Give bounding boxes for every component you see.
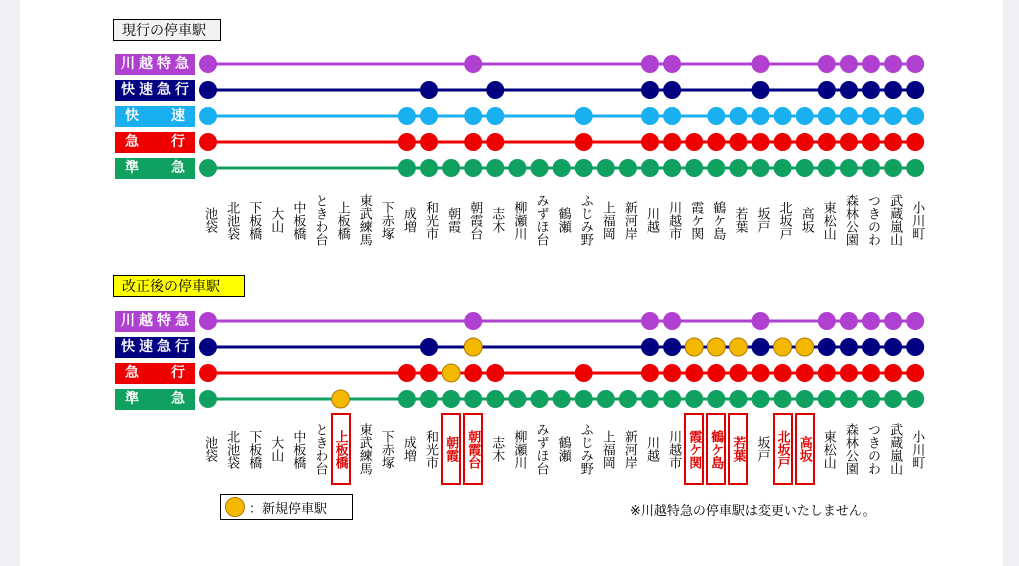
current-stop-rapid-32	[906, 107, 924, 125]
current-stop-rapid_exp-31	[884, 81, 902, 99]
service-label-char: 急	[175, 313, 189, 329]
revised-stop-rapid_exp-28	[818, 338, 836, 356]
revised-stop-kawagoe_ltd-0	[199, 312, 217, 330]
service-label-char: 急	[125, 134, 139, 150]
service-label-char: 速	[171, 108, 185, 124]
service-label-char: 急	[171, 160, 185, 176]
current-stop-rapid-30	[862, 107, 880, 125]
current-stop-express-24	[729, 133, 747, 151]
current-station-11: 朝霞	[445, 207, 461, 233]
current-label-semi_exp	[115, 158, 195, 179]
revised-label-rapid_exp	[115, 337, 195, 358]
revised-stop-kawagoe_ltd-30	[862, 312, 880, 330]
revised-station-15: みずほ台	[533, 423, 549, 475]
revised-station-5: ときわ台	[312, 423, 328, 475]
current-stop-rapid_exp-29	[840, 81, 858, 99]
service-label-char: 行	[175, 339, 189, 355]
revised-stop-rapid_exp-32	[906, 338, 924, 356]
current-stop-rapid_exp-21	[663, 81, 681, 99]
service-label-char: 川	[121, 56, 135, 72]
revised-station-0: 池袋	[202, 436, 217, 462]
revised-stop-semi_exp-10	[420, 390, 438, 408]
revised-stop-semi_exp-15	[531, 390, 549, 408]
current-stop-rapid-20	[641, 107, 659, 125]
current-stop-rapid_exp-25	[752, 81, 770, 99]
current-stop-kawagoe_ltd-20	[641, 55, 659, 73]
current-stop-rapid-25	[752, 107, 770, 125]
current-stop-rapid_exp-20	[641, 81, 659, 99]
revised-station-19: 新河岸	[621, 429, 637, 469]
current-station-15: みずほ台	[533, 194, 549, 246]
current-station-1: 北池袋	[224, 200, 240, 240]
current-station-21: 川越市	[666, 200, 682, 240]
revised-stop-rapid_exp-22	[685, 338, 703, 356]
revised-stop-rapid_exp-31	[884, 338, 902, 356]
service-label-char: 急	[175, 56, 189, 72]
current-stop-semi_exp-15	[531, 159, 549, 177]
revised-stop-express-12	[464, 364, 482, 382]
current-stop-express-12	[464, 133, 482, 151]
current-label-rapid	[115, 106, 195, 127]
current-stop-express-21	[663, 133, 681, 151]
current-stop-semi_exp-27	[796, 159, 814, 177]
current-station-3: 大山	[268, 207, 284, 233]
revised-station-7: 東武練馬	[356, 423, 372, 475]
revised-stop-kawagoe_ltd-25	[752, 312, 770, 330]
revised-station-29: 森林公園	[842, 423, 858, 475]
revised-stop-express-22	[685, 364, 703, 382]
revised-stop-rapid_exp-0	[199, 338, 217, 356]
service-label-char: 行	[171, 134, 185, 150]
revised-station-1: 北池袋	[224, 429, 240, 469]
current-stops-label: 現行の停車駅	[113, 19, 221, 41]
current-station-7: 東武練馬	[356, 194, 372, 246]
revised-stop-rapid_exp-25	[752, 338, 770, 356]
revised-stop-kawagoe_ltd-21	[663, 312, 681, 330]
current-station-26: 北坂戸	[776, 200, 792, 240]
current-stop-express-17	[575, 133, 593, 151]
revised-station-8: 下赤塚	[378, 429, 394, 469]
current-stop-kawagoe_ltd-32	[906, 55, 924, 73]
current-station-29: 森林公園	[842, 194, 858, 246]
revised-stop-semi_exp-18	[597, 390, 615, 408]
revised-stop-rapid_exp-20	[641, 338, 659, 356]
current-stop-express-0	[199, 133, 217, 151]
revised-station-17: ふじみ野	[577, 423, 593, 475]
revised-station-23: 鶴ケ島	[706, 413, 726, 485]
revised-label-kawagoe_ltd	[115, 311, 195, 332]
revised-stop-semi_exp-24	[729, 390, 747, 408]
revised-station-2: 下板橋	[246, 429, 262, 469]
revised-stop-semi_exp-11	[442, 390, 460, 408]
current-stop-rapid-13	[486, 107, 504, 125]
current-station-12: 朝霞台	[467, 200, 483, 240]
service-label-char: 急	[157, 339, 171, 355]
current-stop-semi_exp-31	[884, 159, 902, 177]
current-stop-semi_exp-14	[508, 159, 526, 177]
current-stop-kawagoe_ltd-0	[199, 55, 217, 73]
current-stop-rapid_exp-32	[906, 81, 924, 99]
current-stop-semi_exp-30	[862, 159, 880, 177]
revised-stop-express-10	[420, 364, 438, 382]
revised-station-14: 柳瀬川	[511, 429, 527, 469]
current-station-2: 下板橋	[246, 200, 262, 240]
current-stop-kawagoe_ltd-29	[840, 55, 858, 73]
revised-stop-express-23	[707, 364, 725, 382]
revised-stop-rapid_exp-27	[796, 338, 814, 356]
current-station-24: 若葉	[732, 207, 748, 233]
current-stop-express-32	[906, 133, 924, 151]
current-station-20: 川越	[644, 207, 659, 233]
current-station-17: ふじみ野	[577, 194, 593, 246]
revised-stop-express-0	[199, 364, 217, 382]
current-station-14: 柳瀬川	[511, 200, 527, 240]
current-label-rapid_exp	[115, 80, 195, 101]
revised-stop-rapid_exp-23	[707, 338, 725, 356]
current-stop-rapid_exp-28	[818, 81, 836, 99]
current-station-16: 鶴瀬	[555, 207, 571, 233]
revised-stop-semi_exp-31	[884, 390, 902, 408]
revised-station-28: 東松山	[820, 429, 836, 469]
revised-stop-semi_exp-21	[663, 390, 681, 408]
revised-stop-semi_exp-17	[575, 390, 593, 408]
current-station-4: 中板橋	[290, 200, 306, 240]
current-stop-semi_exp-22	[685, 159, 703, 177]
current-stop-semi_exp-23	[707, 159, 725, 177]
current-station-32: 小川町	[909, 200, 925, 240]
current-station-25: 坂戸	[754, 207, 770, 233]
current-stop-rapid_exp-0	[199, 81, 217, 99]
current-stop-kawagoe_ltd-30	[862, 55, 880, 73]
current-stop-rapid-23	[707, 107, 725, 125]
service-label-char: 特	[157, 56, 171, 72]
revised-stop-kawagoe_ltd-28	[818, 312, 836, 330]
new-stop-dot-icon	[225, 497, 245, 517]
revised-station-20: 川越	[644, 436, 659, 462]
revised-station-4: 中板橋	[290, 429, 306, 469]
service-label-char: 速	[139, 339, 153, 355]
current-label-kawagoe_ltd	[115, 54, 195, 75]
revised-stop-express-31	[884, 364, 902, 382]
current-stop-semi_exp-17	[575, 159, 593, 177]
current-stop-rapid-0	[199, 107, 217, 125]
current-stop-semi_exp-11	[442, 159, 460, 177]
current-stop-rapid-12	[464, 107, 482, 125]
revised-stop-rapid_exp-21	[663, 338, 681, 356]
revised-stop-rapid_exp-29	[840, 338, 858, 356]
current-stop-semi_exp-25	[752, 159, 770, 177]
service-label-char: 急	[171, 391, 185, 407]
current-stop-semi_exp-16	[553, 159, 571, 177]
revised-stop-express-26	[774, 364, 792, 382]
service-label-char: 準	[125, 391, 139, 407]
current-stop-rapid-26	[774, 107, 792, 125]
revised-stop-semi_exp-25	[752, 390, 770, 408]
current-stop-express-10	[420, 133, 438, 151]
revised-stop-express-30	[862, 364, 880, 382]
revised-stop-semi_exp-9	[398, 390, 416, 408]
revised-station-18: 上福岡	[599, 429, 615, 469]
revised-stop-kawagoe_ltd-29	[840, 312, 858, 330]
service-label-char: 準	[125, 160, 139, 176]
revised-stops-label: 改正後の停車駅	[113, 275, 245, 297]
current-stop-express-13	[486, 133, 504, 151]
current-stop-kawagoe_ltd-31	[884, 55, 902, 73]
revised-stop-semi_exp-12	[464, 390, 482, 408]
current-station-9: 成増	[400, 207, 416, 233]
service-label-char: 快	[121, 82, 135, 98]
current-stop-express-25	[752, 133, 770, 151]
current-station-10: 和光市	[423, 200, 438, 240]
current-stop-rapid_exp-10	[420, 81, 438, 99]
current-stop-rapid-29	[840, 107, 858, 125]
current-stop-express-22	[685, 133, 703, 151]
revised-station-30: つきのわ	[865, 423, 880, 475]
revised-stop-express-25	[752, 364, 770, 382]
revised-stop-semi_exp-32	[906, 390, 924, 408]
current-stop-rapid-31	[884, 107, 902, 125]
current-stop-semi_exp-0	[199, 159, 217, 177]
current-stop-semi_exp-32	[906, 159, 924, 177]
legend-label: ：新規停車駅	[249, 501, 328, 517]
revised-stop-semi_exp-22	[685, 390, 703, 408]
revised-stop-express-20	[641, 364, 659, 382]
service-label-char: 速	[139, 82, 153, 98]
revised-stop-rapid_exp-12	[464, 338, 482, 356]
current-stop-rapid-27	[796, 107, 814, 125]
revised-stop-semi_exp-23	[707, 390, 725, 408]
footnote: ※川越特急の停車駅は変更いたしません。	[630, 504, 876, 519]
revised-stop-kawagoe_ltd-32	[906, 312, 924, 330]
current-stop-semi_exp-21	[663, 159, 681, 177]
revised-stop-express-27	[796, 364, 814, 382]
service-label-char: 快	[125, 108, 139, 124]
revised-stop-semi_exp-28	[818, 390, 836, 408]
revised-stop-express-21	[663, 364, 681, 382]
current-stop-kawagoe_ltd-28	[818, 55, 836, 73]
current-stop-semi_exp-29	[840, 159, 858, 177]
current-stop-rapid-21	[663, 107, 681, 125]
current-stop-express-20	[641, 133, 659, 151]
service-label-char: 急	[125, 365, 139, 381]
revised-stop-express-17	[575, 364, 593, 382]
revised-stop-rapid_exp-10	[420, 338, 438, 356]
current-stop-express-26	[774, 133, 792, 151]
service-label-char: 急	[157, 82, 171, 98]
revised-station-9: 成増	[400, 436, 416, 462]
current-stop-rapid_exp-30	[862, 81, 880, 99]
current-station-8: 下赤塚	[378, 200, 394, 240]
current-stop-semi_exp-18	[597, 159, 615, 177]
revised-station-25: 坂戸	[754, 436, 770, 462]
revised-stop-express-28	[818, 364, 836, 382]
revised-station-21: 川越市	[666, 429, 682, 469]
current-station-28: 東松山	[820, 200, 836, 240]
revised-stop-express-9	[398, 364, 416, 382]
revised-station-26: 北坂戸	[773, 413, 793, 485]
revised-stop-rapid_exp-24	[729, 338, 747, 356]
current-station-18: 上福岡	[599, 200, 615, 240]
revised-stop-kawagoe_ltd-31	[884, 312, 902, 330]
service-label-char: 快	[121, 339, 135, 355]
current-stop-express-9	[398, 133, 416, 151]
revised-stop-semi_exp-30	[862, 390, 880, 408]
current-stop-semi_exp-9	[398, 159, 416, 177]
revised-station-10: 和光市	[423, 429, 438, 469]
revised-stop-express-29	[840, 364, 858, 382]
revised-stop-semi_exp-19	[619, 390, 637, 408]
current-label-express	[115, 132, 195, 153]
current-stop-rapid-17	[575, 107, 593, 125]
current-stop-semi_exp-13	[486, 159, 504, 177]
current-station-23: 鶴ケ島	[710, 200, 726, 240]
revised-station-6: 上板橋	[331, 413, 351, 485]
service-label-char: 越	[139, 56, 153, 72]
service-label-char: 特	[157, 313, 171, 329]
current-stop-rapid_exp-13	[486, 81, 504, 99]
current-stop-express-28	[818, 133, 836, 151]
current-stop-kawagoe_ltd-25	[752, 55, 770, 73]
current-stop-express-29	[840, 133, 858, 151]
current-stop-express-30	[862, 133, 880, 151]
service-label-char: 越	[139, 313, 153, 329]
revised-stop-semi_exp-16	[553, 390, 571, 408]
revised-stop-rapid_exp-26	[774, 338, 792, 356]
revised-station-16: 鶴瀬	[555, 436, 571, 462]
current-stop-semi_exp-28	[818, 159, 836, 177]
current-station-31: 武蔵嵐山	[887, 194, 903, 246]
current-stop-semi_exp-19	[619, 159, 637, 177]
revised-station-24: 若葉	[728, 413, 748, 485]
timetable-page	[20, 0, 1003, 566]
revised-label-semi_exp	[115, 389, 195, 410]
revised-label-express	[115, 363, 195, 384]
current-station-27: 高坂	[798, 207, 814, 233]
current-stop-semi_exp-20	[641, 159, 659, 177]
current-stop-kawagoe_ltd-12	[464, 55, 482, 73]
current-stop-express-31	[884, 133, 902, 151]
revised-stop-semi_exp-0	[199, 390, 217, 408]
revised-stop-express-32	[906, 364, 924, 382]
revised-stop-semi_exp-14	[508, 390, 526, 408]
current-stop-rapid-10	[420, 107, 438, 125]
current-station-0: 池袋	[202, 207, 217, 233]
revised-station-13: 志木	[489, 436, 505, 462]
revised-stop-rapid_exp-30	[862, 338, 880, 356]
current-station-30: つきのわ	[865, 194, 880, 246]
revised-stop-semi_exp-6	[332, 390, 350, 408]
revised-station-22: 霞ケ関	[684, 413, 704, 485]
current-stop-rapid-9	[398, 107, 416, 125]
current-stop-semi_exp-12	[464, 159, 482, 177]
current-stop-semi_exp-26	[774, 159, 792, 177]
revised-station-3: 大山	[268, 436, 284, 462]
current-station-13: 志木	[489, 207, 505, 233]
revised-stop-semi_exp-20	[641, 390, 659, 408]
legend	[220, 494, 353, 520]
revised-station-11: 朝霞	[441, 413, 461, 485]
current-stop-semi_exp-24	[729, 159, 747, 177]
current-stop-rapid-24	[729, 107, 747, 125]
current-stop-rapid-28	[818, 107, 836, 125]
service-label-char: 行	[171, 365, 185, 381]
revised-stop-express-24	[729, 364, 747, 382]
service-label-char: 川	[121, 313, 135, 329]
revised-stop-kawagoe_ltd-12	[464, 312, 482, 330]
current-station-19: 新河岸	[621, 200, 637, 240]
revised-stop-express-13	[486, 364, 504, 382]
current-stop-express-23	[707, 133, 725, 151]
current-stop-kawagoe_ltd-21	[663, 55, 681, 73]
revised-station-31: 武蔵嵐山	[887, 423, 903, 475]
revised-stop-semi_exp-13	[486, 390, 504, 408]
revised-station-32: 小川町	[909, 429, 925, 469]
current-stop-semi_exp-10	[420, 159, 438, 177]
service-label-char: 行	[175, 82, 189, 98]
revised-stop-semi_exp-27	[796, 390, 814, 408]
revised-stop-kawagoe_ltd-20	[641, 312, 659, 330]
revised-station-27: 高坂	[795, 413, 815, 485]
current-stop-express-27	[796, 133, 814, 151]
revised-stop-express-11	[442, 364, 460, 382]
revised-stop-semi_exp-26	[774, 390, 792, 408]
current-station-6: 上板橋	[334, 200, 350, 240]
revised-stop-semi_exp-29	[840, 390, 858, 408]
current-station-22: 霞ケ関	[688, 200, 704, 240]
revised-station-12: 朝霞台	[463, 413, 483, 485]
current-station-5: ときわ台	[312, 194, 328, 246]
